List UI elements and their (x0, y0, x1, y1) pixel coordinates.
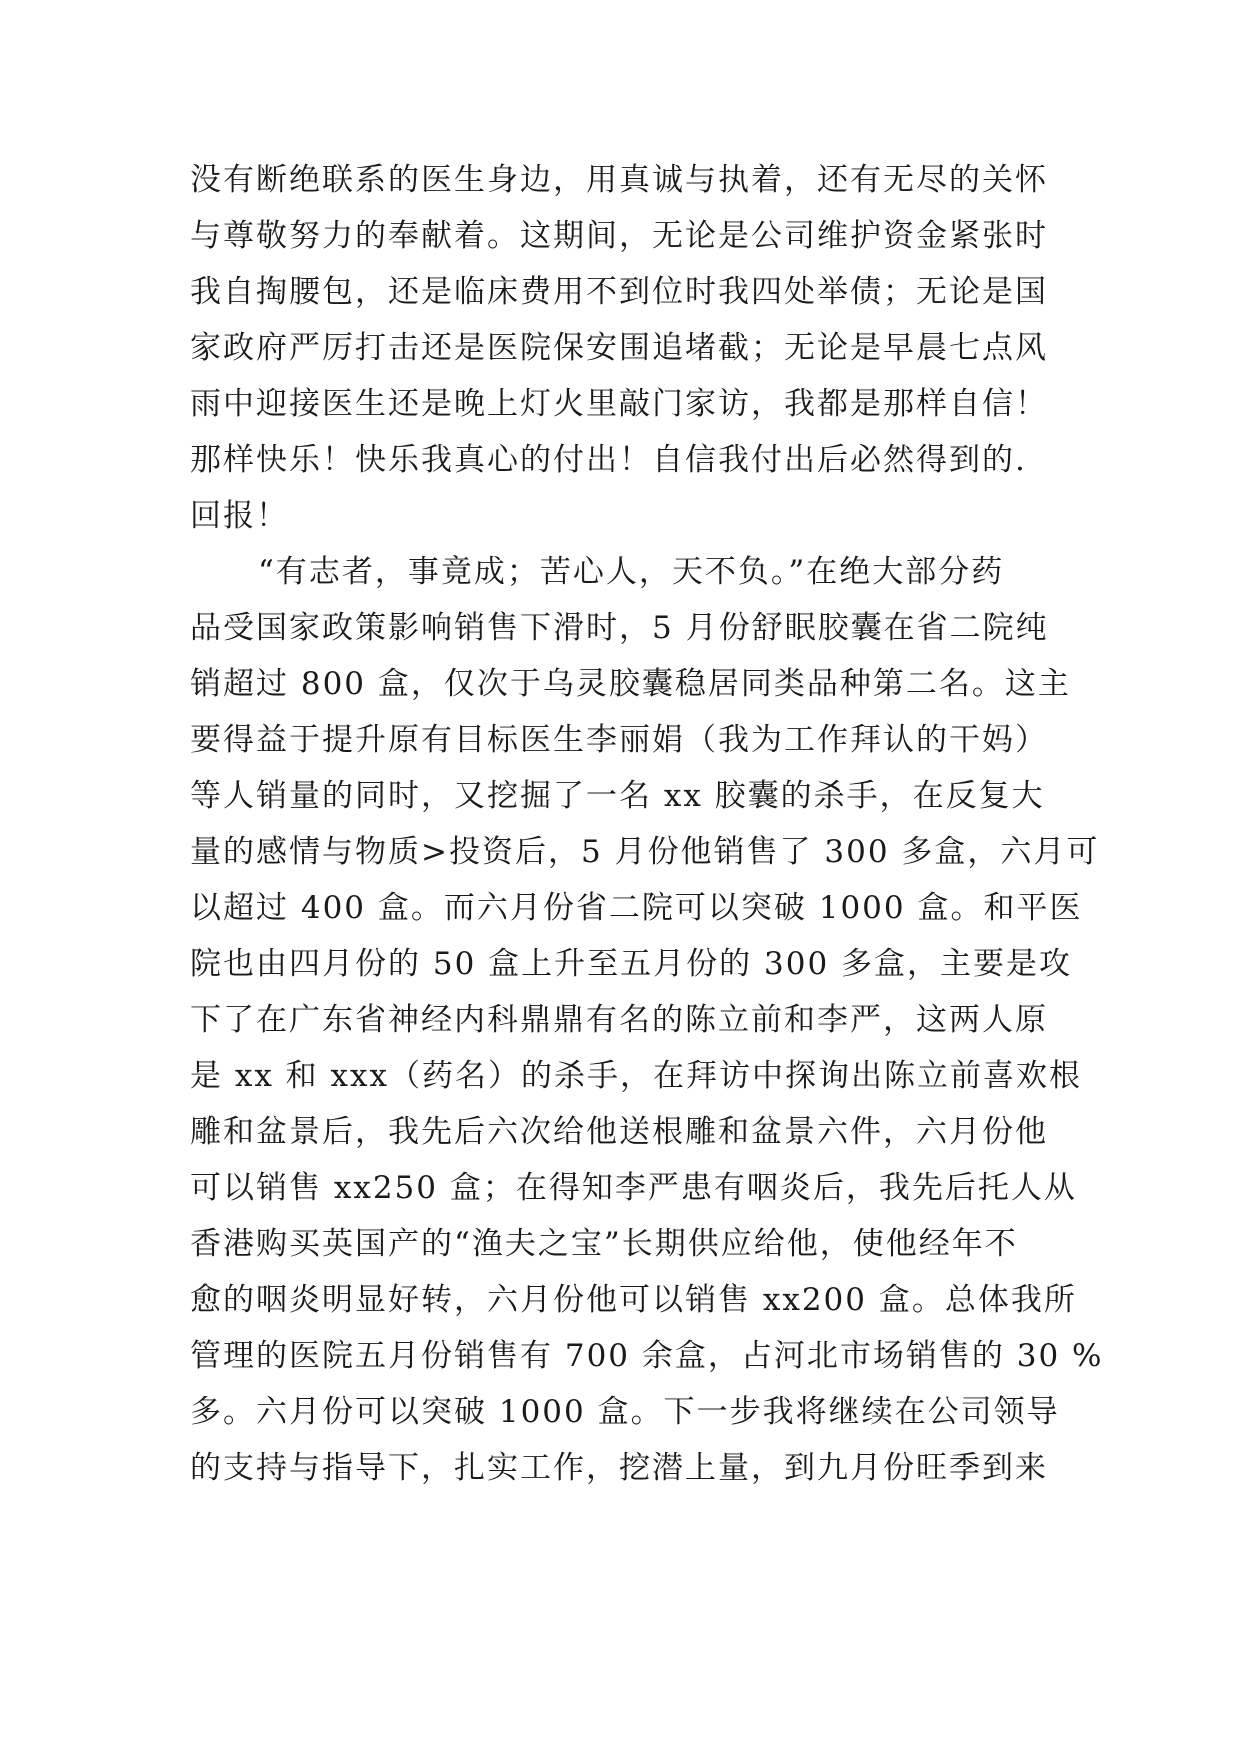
text-line: 回报！ (190, 498, 289, 534)
text-line: 香港购买英国产的“渔夫之宝”长期供应给他，使他经年不 (190, 1226, 1018, 1262)
text-line: 与尊敬努力的奉献着。这期间，无论是公司维护资金紧张时 (190, 218, 1048, 254)
text-line: 的支持与指导下，扎实工作，挖潜上量，到九月份旺季到来 (190, 1450, 1048, 1486)
text-line: 雨中迎接医生还是晚上灯火里敲门家访，我都是那样自信！ (190, 386, 1048, 422)
text-line: 雕和盆景后，我先后六次给他送根雕和盆景六件，六月份他 (190, 1114, 1048, 1150)
text-line: 我自掏腰包，还是临床费用不到位时我四处举债；无论是国 (190, 274, 1048, 310)
text-line: 以超过 400 盒。而六月份省二院可以突破 1000 盒。和平医 (190, 890, 1083, 926)
text-line: 要得益于提升原有目标医生李丽娟（我为工作拜认的干妈） (190, 722, 1048, 758)
text-line: 那样快乐！快乐我真心的付出！自信我付出后必然得到的. (190, 442, 1027, 478)
text-line: 是 xx 和 xxx（药名）的杀手，在拜访中探询出陈立前喜欢根 (190, 1058, 1082, 1094)
text-line: 销超过 800 盒，仅次于乌灵胶囊稳居同类品种第二名。这主 (190, 666, 1071, 702)
text-line: 等人销量的同时，又挖掘了一名 xx 胶囊的杀手，在反复大 (190, 778, 1045, 814)
text-line: 愈的咽炎明显好转，六月份他可以销售 xx200 盒。总体我所 (190, 1282, 1077, 1318)
text-line: 管理的医院五月份销售有 700 余盒，占河北市场销售的 30 % (190, 1338, 1104, 1374)
text-line: 品受国家政策影响销售下滑时，5 月份舒眠胶囊在省二院纯 (190, 610, 1049, 646)
text-line: 没有断绝联系的医生身边，用真诚与执着，还有无尽的关怀 (190, 162, 1048, 198)
text-line: 量的感情与物质>投资后，5 月份他销售了 300 多盒，六月可 (190, 834, 1100, 870)
text-line: 多。六月份可以突破 1000 盒。下一步我将继续在公司领导 (190, 1394, 1060, 1430)
text-line: “有志者，事竟成；苦心人，天不负。”在绝大部分药 (258, 554, 1005, 590)
text-line: 家政府严厉打击还是医院保安围追堵截；无论是早晨七点风 (190, 330, 1048, 366)
text-line: 下了在广东省神经内科鼎鼎有名的陈立前和李严，这两人原 (190, 1002, 1048, 1038)
text-line: 院也由四月份的 50 盒上升至五月份的 300 多盒，主要是攻 (190, 946, 1073, 982)
text-line: 可以销售 xx250 盒；在得知李严患有咽炎后，我先后托人从 (190, 1170, 1077, 1206)
